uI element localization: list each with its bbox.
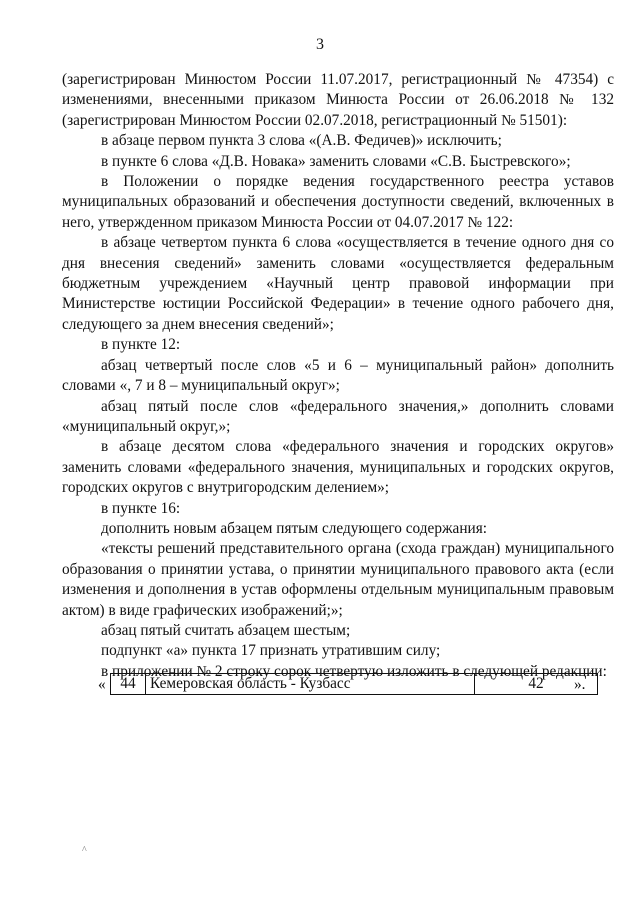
page-number: 3 — [316, 36, 324, 53]
paragraph: в абзаце десятом слова «федерального значения и городских округов» заменить словами «федерального значения, муниципальных и городских округов, городских округов с внутригородским делением»; — [62, 438, 614, 497]
paragraph: абзац пятый считать абзацем шестым; — [101, 621, 351, 639]
paragraph: дополнить новым абзацем пятым следующего содержания: — [101, 519, 488, 537]
paragraph: в абзаце первом пункта 3 слова «(А.В. Федичев)» исключить; — [101, 132, 502, 150]
table-row — [111, 674, 598, 695]
paragraph: подпункт «а» пункта 17 признать утратившим силу; — [101, 642, 441, 660]
paragraph: в пункте 6 слова «Д.В. Новака» заменить словами «С.В. Быстревского»; — [101, 152, 571, 170]
paragraph: «тексты решений представительного органа (схода граждан) муниципального образования о принятии устава, о принятии муниципального правового акта (если изменения и дополнения в устав оформлены отдельным муниципальным правовым актом) в виде графических изображений;»; — [62, 540, 614, 619]
row-number-cell: 44 — [111, 674, 146, 695]
count-cell: 42 — [475, 674, 598, 695]
scan-corner-mark: ^ — [82, 845, 87, 856]
region-row-block — [98, 673, 598, 697]
paragraph: абзац пятый после слов «федерального значения,» дополнить словами «муниципальный округ,»; — [62, 397, 614, 435]
open-quote: « — [98, 676, 106, 693]
region-table — [110, 673, 598, 695]
document-body — [62, 70, 614, 682]
paragraph: в Положении о порядке ведения государственного реестра уставов муниципальных образований и обеспечения доступности сведений, включенных в него, утвержденном приказом Минюста России от 04.07.2017 № 122: — [62, 173, 614, 231]
paragraph: в приложении № 2 строку сорок четвертую изложить в следующей редакции: — [101, 662, 607, 680]
close-quote: ». — [574, 676, 586, 693]
paragraph: в пункте 12: — [101, 336, 181, 354]
paragraph: в пункте 16: — [101, 499, 181, 517]
region-name-cell: Кемеровская область - Кузбасс — [146, 674, 475, 695]
paragraph: в абзаце четвертом пункта 6 слова «осуществляется в течение одного дня со дня внесения сведений» заменить словами «осуществляется федеральным бюджетным учреждением «Научный центр правовой информации при Министерстве юстиции Российской Федерации» в течение одного рабочего дня, следующего за днем внесения сведений»; — [62, 234, 614, 333]
paragraph: абзац четвертый после слов «5 и 6 – муниципальный район» дополнить словами «, 7 и 8 – муниципальный округ»; — [62, 356, 614, 395]
paragraph: (зарегистрирован Минюстом России 11.07.2017, регистрационный № 47354) с изменениями, внесенными приказом Минюста России от 26.06.2018 № 132 (зарегистрирован Минюстом России 02.07.2018, регистрационный № 51501): — [62, 71, 614, 129]
